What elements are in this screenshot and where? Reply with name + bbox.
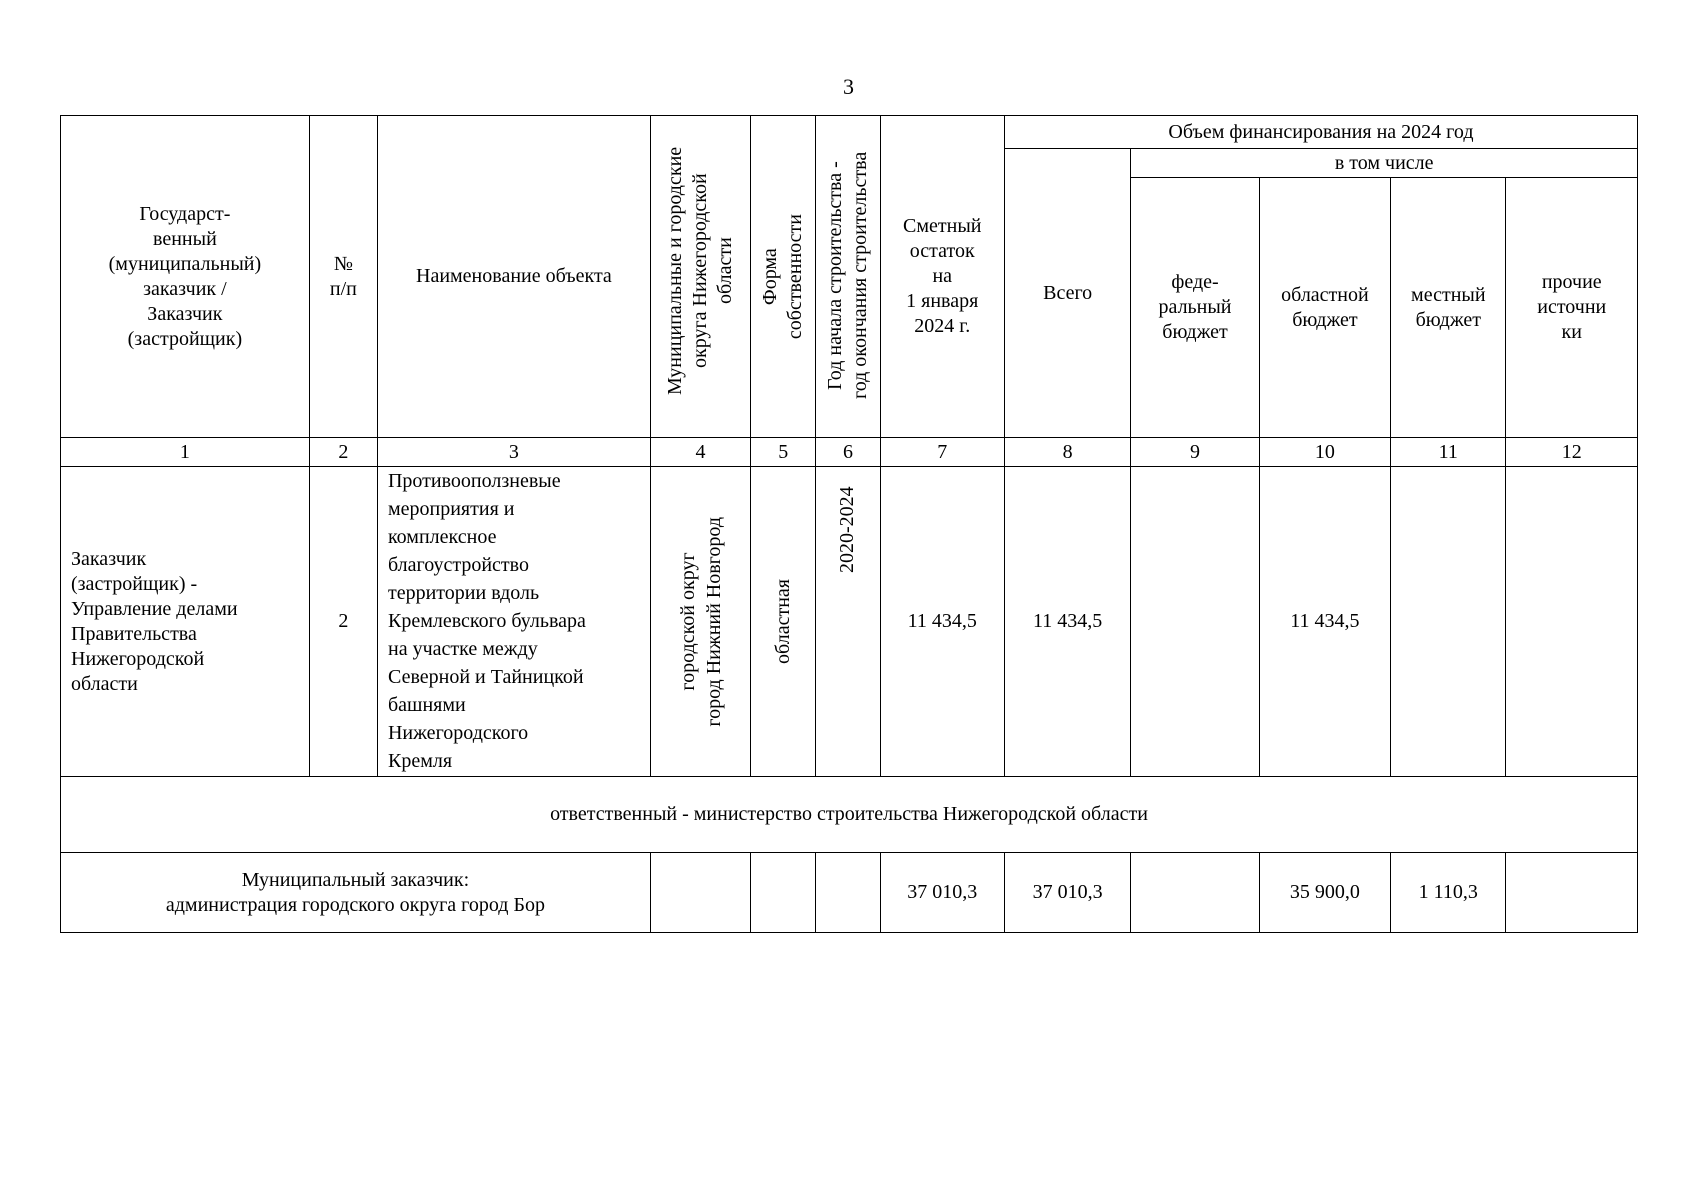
row1-municipality-text: городской округ город Нижний Новгород (676, 516, 725, 727)
column-number: 5 (751, 438, 816, 467)
row1-ownership (751, 467, 816, 777)
row2-customer (61, 853, 651, 933)
row1-object (377, 467, 650, 777)
header-object-name-text: Наименование объекта (416, 265, 612, 287)
column-number: 11 (1391, 438, 1506, 467)
row1-municipality (650, 467, 750, 777)
header-years (816, 116, 880, 438)
header-object-name (377, 116, 650, 438)
row2-regional: 35 900,0 (1259, 853, 1390, 933)
row1-years-text: 2020-2024 (836, 486, 859, 573)
header-number (309, 116, 377, 438)
header-years-text: Год начала строительства - год окончания строительства (823, 151, 871, 400)
row2-total: 37 010,3 (1004, 853, 1130, 933)
row1-total: 11 434,5 (1004, 467, 1130, 777)
row2-years (816, 853, 880, 933)
responsible-cell: ответственный - министерство строительства Нижегородской области (61, 777, 1638, 853)
header-ownership-text: Форма собственности (759, 213, 807, 340)
header-ownership (751, 116, 816, 438)
header-regional-text: областной бюджет (1281, 283, 1369, 331)
header-including-text: в том числе (1334, 151, 1434, 174)
column-number: 1 (61, 438, 310, 467)
row2-customer-text: Муниципальный заказчик: администрация городского округа город Бор (165, 868, 545, 916)
row2-ownership (751, 853, 816, 933)
column-number: 12 (1506, 438, 1638, 467)
header-other (1506, 178, 1638, 438)
row1-local (1391, 467, 1506, 777)
header-estimate-balance (880, 116, 1004, 438)
header-municipality-text: Муниципальные и городские округа Нижегородской области (664, 146, 736, 395)
column-number: 2 (309, 438, 377, 467)
row1-federal (1131, 467, 1259, 777)
row1-regional: 11 434,5 (1259, 467, 1390, 777)
header-local-text: местный бюджет (1411, 283, 1486, 331)
header-total (1004, 149, 1130, 438)
column-number: 9 (1131, 438, 1259, 467)
column-number: 10 (1259, 438, 1390, 467)
header-regional (1259, 178, 1390, 438)
column-number: 7 (880, 438, 1004, 467)
header-total-text: Всего (1043, 281, 1093, 304)
row2-other (1506, 853, 1638, 933)
row2-federal (1131, 853, 1259, 933)
page-number: 3 (843, 74, 854, 99)
column-number: 8 (1004, 438, 1130, 467)
funding-table (60, 115, 1638, 933)
header-funding-group (1004, 116, 1637, 149)
column-number: 4 (650, 438, 750, 467)
table-row (61, 853, 1638, 933)
row1-years (816, 467, 880, 777)
row1-ownership-text: областная (771, 579, 794, 664)
header-other-text: прочие источни ки (1537, 271, 1607, 343)
table-row (61, 467, 1638, 777)
header-local (1391, 178, 1506, 438)
row2-municipality (650, 853, 750, 933)
header-municipality (650, 116, 750, 438)
row1-customer (61, 467, 310, 777)
column-number: 3 (377, 438, 650, 467)
header-funding-group-text: Объем финансирования на 2024 год (1168, 120, 1474, 143)
row1-customer-text: Заказчик (застройщик) - Управление делами Правительства Нижегородской области (71, 547, 238, 695)
column-number: 6 (816, 438, 880, 467)
header-federal-text: феде- ральный бюджет (1158, 271, 1232, 343)
header-customer-text: Государст- венный (муниципальный) заказчик / Заказчик (застройщик) (108, 202, 262, 350)
header-federal (1131, 178, 1259, 438)
responsible-row (61, 777, 1638, 853)
header-number-text: № п/п (329, 252, 357, 300)
row2-estimate-balance: 37 010,3 (880, 853, 1004, 933)
row2-local: 1 110,3 (1391, 853, 1506, 933)
header-including (1131, 149, 1638, 178)
header-estimate-balance-text: Сметный остаток на 1 января 2024 г. (903, 215, 982, 337)
row1-estimate-balance: 11 434,5 (880, 467, 1004, 777)
row1-object-text: Противооползневые мероприятия и комплексное благоустройство территории вдоль Кремлевского бульвара на участке между Северной и Тайницкой башнями Нижегородского Кремля (387, 470, 586, 772)
row1-other (1506, 467, 1638, 777)
row1-number: 2 (309, 467, 377, 777)
column-numbers-row (61, 438, 1638, 467)
header-customer (61, 116, 310, 438)
